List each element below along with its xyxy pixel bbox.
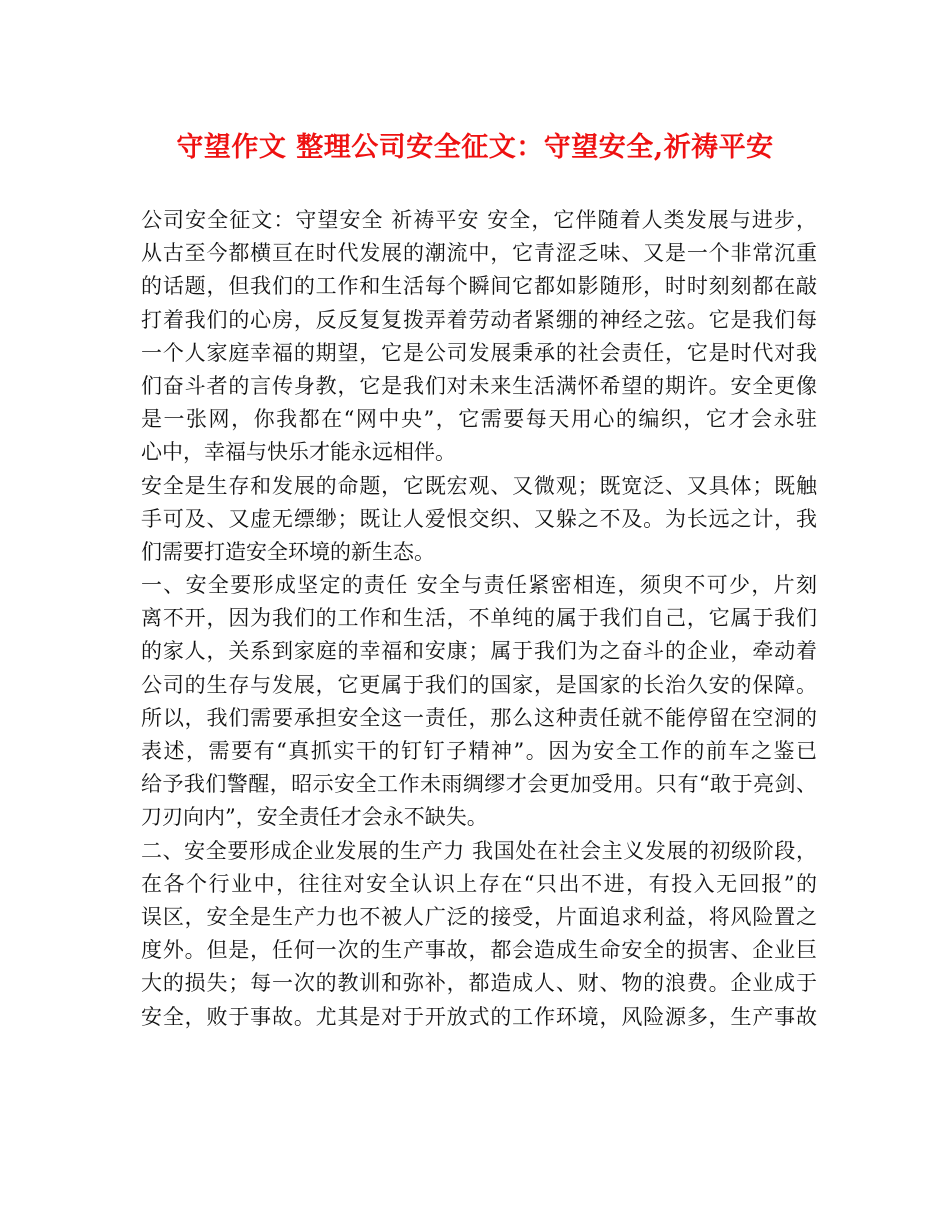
paragraph-line: 的话题，但我们的工作和生活每个瞬间它都如影随形，时时刻刻都在敲	[141, 274, 817, 299]
paragraph-line: 从古至今都横亘在时代发展的潮流中，它青涩乏味、又是一个非常沉重	[141, 241, 817, 266]
paragraph-line: 公司安全征文：守望安全 祈祷平安 安全，它伴随着人类发展与进步，	[141, 208, 817, 232]
paragraph-line: 们需要打造安全环境的新生态。	[141, 539, 435, 564]
paragraph-line: 在各个行业中，往往对安全认识上存在“只出不进，有投入无回报”的	[141, 871, 817, 896]
paragraph-line: 离不开，因为我们的工作和生活，不单纯的属于我们自己，它属于我们	[141, 606, 817, 631]
paragraph-line: 度外。但是，任何一次的生产事故，都会造成生命安全的损害、企业巨	[141, 938, 817, 963]
paragraph	[141, 204, 817, 470]
paragraph-line: 公司的生存与发展，它更属于我们的国家，是国家的长治久安的保障。	[141, 672, 817, 697]
paragraph-line: 的家人，关系到家庭的幸福和安康；属于我们为之奋斗的企业，牵动着	[141, 639, 817, 664]
paragraph-line: 安全，败于事故。尤其是对于开放式的工作环境，风险源多，生产事故	[141, 1004, 817, 1029]
paragraph	[141, 835, 817, 1034]
paragraph	[141, 569, 817, 835]
paragraph-line: 刀刃向内”，安全责任才会永不缺失。	[141, 805, 488, 830]
paragraph-line: 表述，需要有“真抓实干的钉钉子精神”。因为安全工作的前车之鉴已	[141, 739, 817, 763]
paragraph-line: 一、安全要形成坚定的责任 安全与责任紧密相连，须臾不可少，片刻	[141, 573, 817, 598]
document-title: 守望作文 整理公司安全征文：守望安全,祈祷平安	[176, 132, 774, 163]
paragraph	[141, 470, 817, 570]
paragraph-line: 二、安全要形成企业发展的生产力 我国处在社会主义发展的初级阶段，	[141, 838, 817, 863]
paragraph-line: 是一张网，你我都在“网中央”，它需要每天用心的编织，它才会永驻	[141, 407, 817, 432]
paragraph-line: 打着我们的心房，反反复复拨弄着劳动者紧绷的神经之弦。它是我们每	[141, 307, 817, 332]
document-body	[141, 204, 817, 1034]
paragraph-line: 心中，幸福与快乐才能永远相伴。	[141, 440, 456, 465]
paragraph-line: 们奋斗者的言传身教，它是我们对未来生活满怀希望的期许。安全更像	[141, 373, 817, 398]
paragraph-line: 误区，安全是生产力也不被人广泛的接受，片面追求利益，将风险置之	[141, 904, 817, 929]
paragraph-line: 手可及、又虚无缥缈；既让人爱恨交织、又躲之不及。为长远之计，我	[141, 506, 817, 531]
paragraph-line: 安全是生存和发展的命题，它既宏观、又微观；既宽泛、又具体；既触	[141, 473, 817, 498]
paragraph-line: 给予我们警醒，昭示安全工作未雨绸缪才会更加受用。只有“敢于亮剑、	[141, 772, 817, 797]
paragraph-line: 一个人家庭幸福的期望，它是公司发展秉承的社会责任，它是时代对我	[141, 340, 817, 365]
paragraph-line: 所以，我们需要承担安全这一责任，那么这种责任就不能停留在空洞的	[141, 705, 817, 730]
paragraph-line: 大的损失；每一次的教训和弥补，都造成人、财、物的浪费。企业成于	[141, 971, 817, 996]
